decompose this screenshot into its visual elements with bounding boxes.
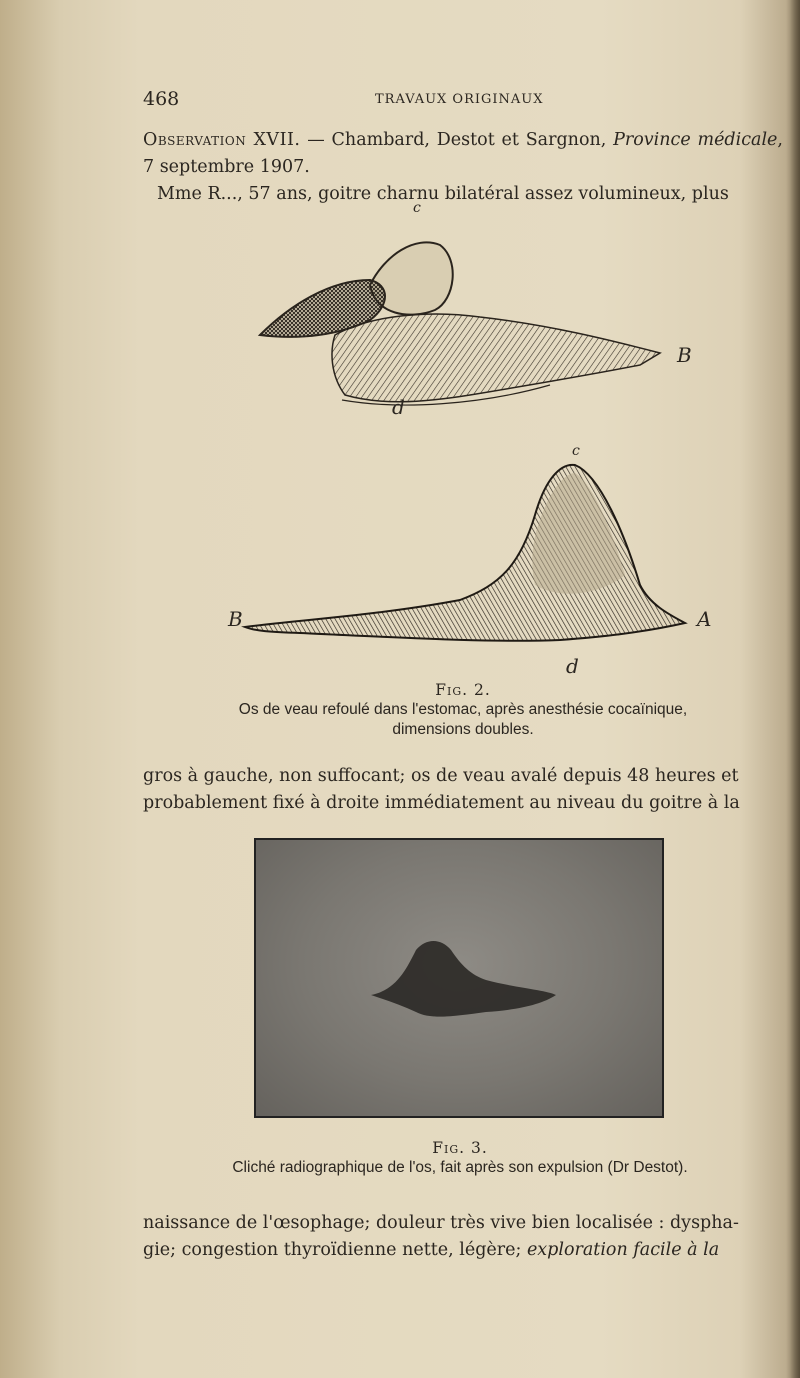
bone-drawing-top <box>250 225 680 425</box>
figure-2-caption-line-2: dimensions doubles. <box>392 721 534 738</box>
label-d-top: d <box>392 395 405 419</box>
final-paragraph <box>143 1210 783 1264</box>
final-line-1: naissance de l'œsophage; douleur très vive bien localisée : dyspha- <box>143 1213 739 1233</box>
running-head: TRAVAUX ORIGINAUX <box>375 92 544 107</box>
bone-drawing-bottom <box>240 455 700 655</box>
final-line-2-italic: exploration facile à la <box>526 1240 720 1260</box>
bone-body-bottom <box>245 465 685 641</box>
figure-2-title: Fig. 2. <box>435 681 491 699</box>
observation-paragraph <box>143 127 783 208</box>
continuation-paragraph <box>143 763 783 817</box>
continuation-line-1: gros à gauche, non suffocant; os de veau avalé depuis 48 heures et <box>143 766 739 786</box>
final-line-2-text: gie; congestion thyroïdienne nette, légère; <box>143 1240 527 1260</box>
patient-description: R..., 57 ans, goitre charnu bilatéral assez volumineux, plus <box>201 184 729 204</box>
observation-title: Observation XVII. <box>143 130 301 150</box>
figure-2-caption-line-1: Os de veau refoulé dans l'estomac, après anesthésie cocaïnique, <box>238 701 688 718</box>
page-number: 468 <box>143 88 180 110</box>
final-line-2 <box>143 1237 783 1264</box>
page-header <box>143 88 783 112</box>
label-b-bottom: B <box>228 607 243 631</box>
continuation-line-2: probablement fixé à droite immédiatement au niveau du goitre à la <box>143 793 740 813</box>
radiograph-image <box>254 838 664 1118</box>
observation-authors: — Chambard, Destot et Sargnon, <box>300 130 614 150</box>
figure-3-title: Fig. 3. <box>432 1139 488 1157</box>
bone-body-top <box>332 314 660 402</box>
journal-name: Province médicale <box>613 130 778 150</box>
label-c-bottom: c <box>572 443 580 459</box>
label-c-top: c <box>413 200 421 216</box>
label-d-bottom: d <box>566 654 579 678</box>
patient-title: Mme <box>157 184 202 204</box>
figure-2-caption <box>140 680 786 740</box>
label-a-bottom: A <box>697 607 712 631</box>
figure-3-caption <box>150 1138 770 1178</box>
figure-3-caption-text: Cliché radiographique de l'os, fait après son expulsion (Dr Destot). <box>232 1159 688 1176</box>
radiograph-bone-shadow <box>256 840 662 1116</box>
label-b-top: B <box>677 343 692 367</box>
publication-date: , 7 septembre 1907. <box>143 130 783 177</box>
